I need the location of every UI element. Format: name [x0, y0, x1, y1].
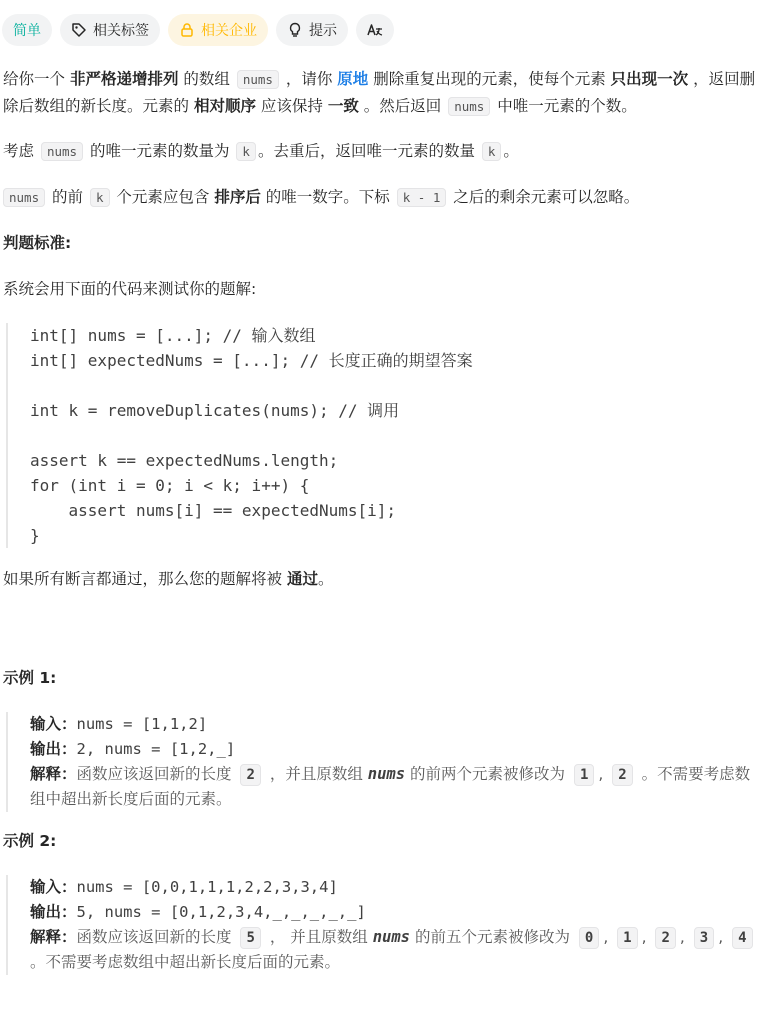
translate-button[interactable]: [356, 14, 394, 46]
paragraph-2: 考虑 nums 的唯一元素的数量为 k 。去重后，返回唯一元素的数量 k 。: [3, 142, 519, 160]
difficulty-tag: [2, 14, 52, 46]
companies-label: 相关企业: [201, 23, 257, 39]
tag-bar: [2, 14, 394, 46]
example-2-input: 输入：nums = [0,0,1,1,1,2,2,3,3,4]: [30, 878, 338, 896]
tag-icon: [71, 22, 87, 38]
hint-label: 提示: [309, 23, 337, 39]
example-1-output: 输出：2, nums = [1,2,_]: [30, 740, 236, 758]
example-1-block: [6, 712, 765, 812]
pass-paragraph: 如果所有断言都通过，那么您的题解将被 通过。: [3, 570, 334, 588]
example-2-explanation: 解释：函数应该返回新的长度 5 ， 并且原数组 nums 的前五个元素被修改为 0 , 1 , 2 , 3 , 4 。不需要考虑数组中超出新长度后面的元素。: [30, 925, 765, 975]
judge-code-block: int[] nums = [...]; // 输入数组 int[] expectedNums = [...]; // 长度正确的期望答案 int k = removeDuplicates(nums); // 调用 assert k == expectedNums.length; for (int i = 0; i < k; i++) { assert nums[i] == expectedNums[i]; }: [6, 323, 765, 548]
example-1-input: 输入：nums = [1,1,2]: [30, 715, 208, 733]
companies-tag-button[interactable]: [168, 14, 268, 46]
difficulty-label: 简单: [13, 23, 41, 39]
judge-text: 系统会用下面的代码来测试你的题解:: [3, 280, 257, 298]
topics-tag-button[interactable]: [60, 14, 160, 46]
paragraph-1: 给你一个 非严格递增排列 的数组 nums ，请你 原地 删除重复出现的元素，使每个元素 只出现一次 ，返回删除后数组的新长度。元素的 相对顺序 应该保持 一致 。然后返回 nums 中唯一元素的个数。: [3, 70, 756, 115]
lightbulb-icon: [287, 22, 303, 38]
topics-label: 相关标签: [93, 23, 149, 39]
example-2-block: [6, 875, 765, 975]
example-2-title: 示例 2:: [3, 832, 57, 850]
description-body: [3, 64, 765, 975]
lock-icon: [179, 22, 195, 38]
example-1-title: 示例 1:: [3, 669, 57, 687]
example-2-output: 输出：5, nums = [0,1,2,3,4,_,_,_,_,_]: [30, 903, 366, 921]
hint-tag-button[interactable]: [276, 14, 348, 46]
judge-heading: 判题标准:: [3, 234, 72, 252]
example-1-explanation: 解释：函数应该返回新的长度 2 ，并且原数组 nums 的前两个元素被修改为 1 , 2 。不需要考虑数组中超出新长度后面的元素。: [30, 765, 751, 808]
translate-icon: [366, 21, 384, 39]
paragraph-3: nums 的前 k 个元素应包含 排序后 的唯一数字。下标 k - 1 之后的剩余元素可以忽略。: [3, 184, 765, 211]
